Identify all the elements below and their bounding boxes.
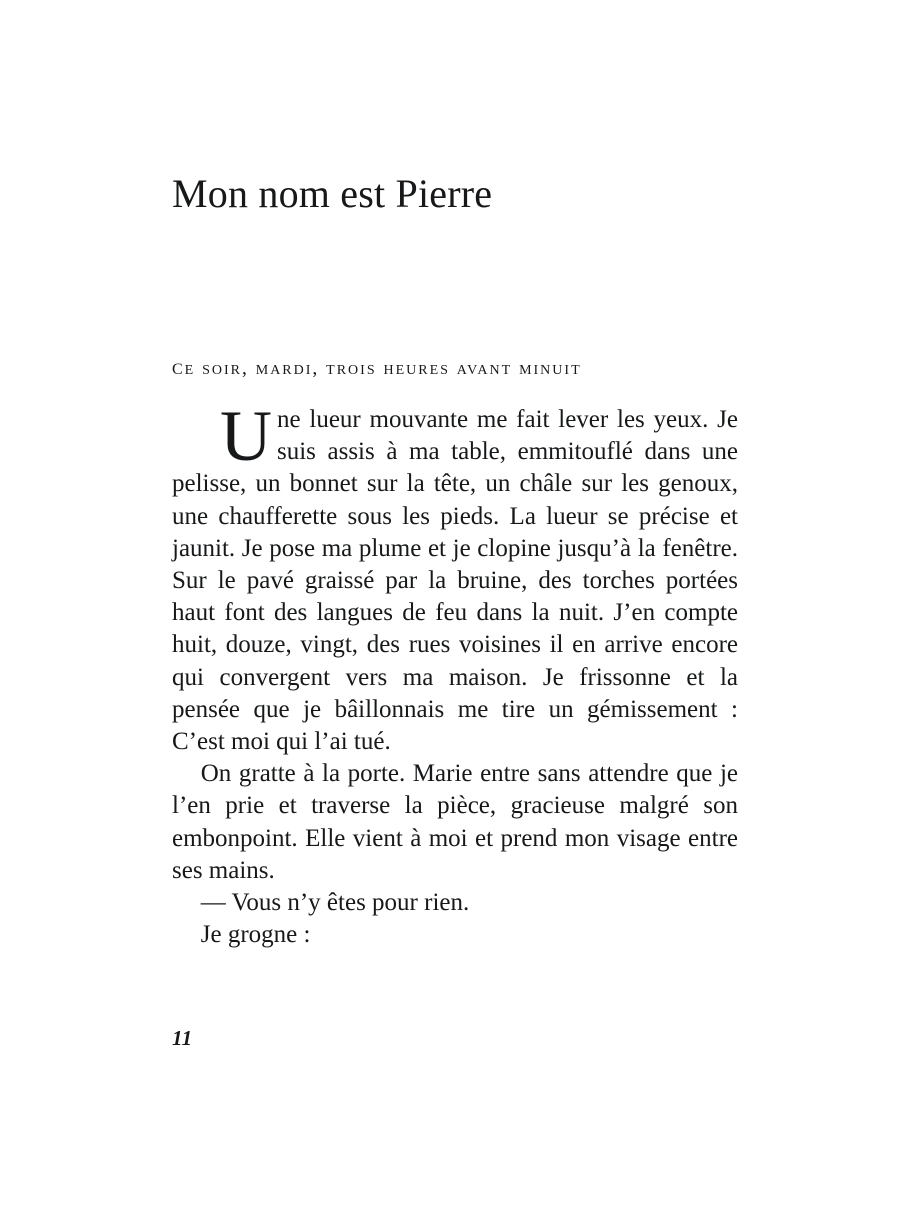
page-number: 11 — [172, 1026, 193, 1050]
body-text-block — [172, 396, 738, 951]
dialogue-line: — Vous n’y êtes pour rien. — [200, 889, 470, 917]
drop-cap: U — [220, 396, 272, 476]
paragraph-first-text: ne lueur mouvante me fait lever les yeux. Je suis assis à ma table, emmitouflé dans une pelisse, un bonnet sur la tête, un châle sur les genoux, une chaufferette sous les pieds. La lueur se précise et jaunit. Je pose ma plume et je clopine jusqu’à la fenêtre. Sur le pavé graissé par la bruine, des torches portées haut font des langues de feu dans la nuit. J’en compte huit, douze, vingt, des rues voisines il en arrive encore qui convergent vers ma maison. Je frissonne et la pensée que je bâillonnais me tire un gémissement : C’est moi qui l’ai tué. — [172, 406, 738, 756]
chapter-dateline: ce soir, mardi, trois heures avant minuit — [172, 354, 582, 380]
page-title: Mon nom est Pierre — [172, 171, 493, 216]
paragraph-second: On gratte à la porte. Marie entre sans attendre que je l’en prie et traverse la pièce, gracieuse malgré son embonpoint. Elle vient à moi et prend mon visage entre ses mains. — [172, 760, 738, 884]
paragraph-third: Je grogne : — [200, 921, 311, 949]
paragraph-first — [172, 396, 738, 758]
